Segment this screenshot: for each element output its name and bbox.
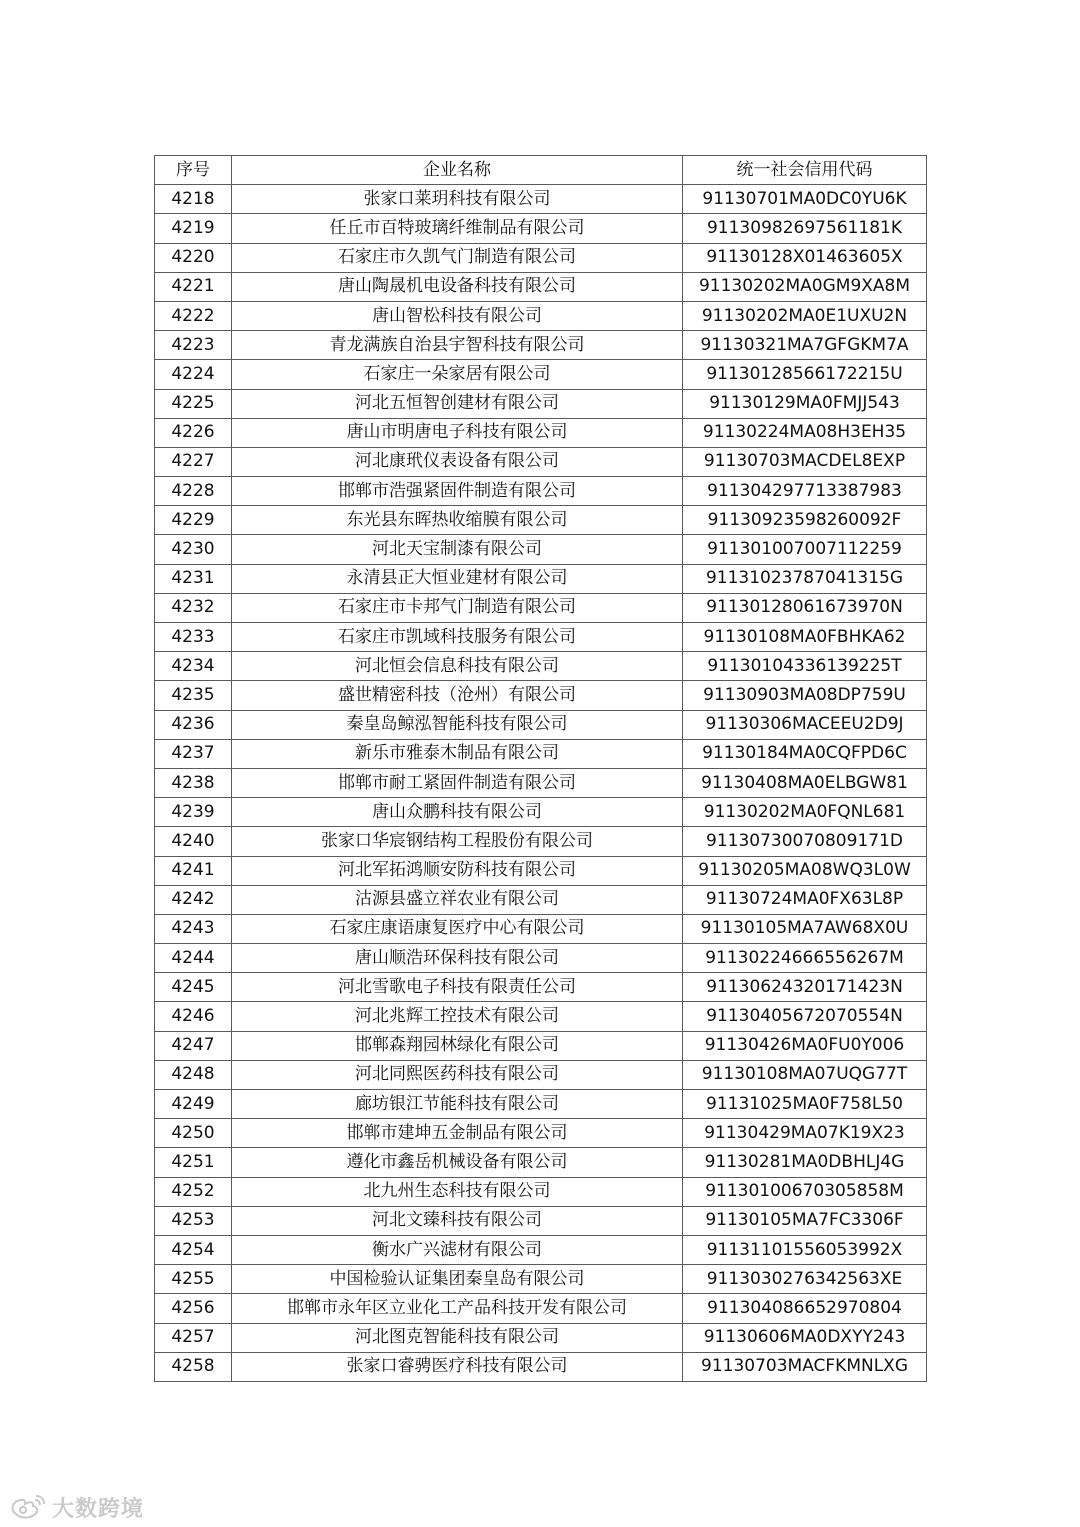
- cell-serial: 4220: [155, 243, 232, 272]
- cell-company-name: 衡水广兴滤材有限公司: [232, 1235, 683, 1264]
- cell-credit-code: 91131101556053992X: [683, 1235, 927, 1264]
- cell-serial: 4256: [155, 1294, 232, 1323]
- cell-company-name: 河北康玳仪表设备有限公司: [232, 447, 683, 476]
- cell-credit-code: 91131023787041315G: [683, 564, 927, 593]
- cell-serial: 4223: [155, 331, 232, 360]
- cell-serial: 4250: [155, 1119, 232, 1148]
- cell-company-name: 秦皇岛鲸泓智能科技有限公司: [232, 710, 683, 739]
- cell-company-name: 邯郸森翔园林绿化有限公司: [232, 1031, 683, 1060]
- cell-serial: 4238: [155, 768, 232, 797]
- cell-company-name: 河北雪歌电子科技有限责任公司: [232, 973, 683, 1002]
- cell-serial: 4230: [155, 535, 232, 564]
- weibo-logo-icon: [8, 1492, 48, 1522]
- cell-company-name: 邯郸市耐工紧固件制造有限公司: [232, 768, 683, 797]
- cell-serial: 4227: [155, 447, 232, 476]
- cell-credit-code: 9113030276342563XE: [683, 1265, 927, 1294]
- cell-serial: 4224: [155, 360, 232, 389]
- header-serial: 序号: [155, 156, 232, 185]
- header-credit-code: 统一社会信用代码: [683, 156, 927, 185]
- cell-credit-code: 91130408MA0ELBGW81: [683, 768, 927, 797]
- table-row: [155, 1177, 927, 1206]
- cell-serial: 4239: [155, 798, 232, 827]
- cell-company-name: 中国检验认证集团秦皇岛有限公司: [232, 1265, 683, 1294]
- table-row: [155, 1352, 927, 1381]
- cell-serial: 4218: [155, 185, 232, 214]
- cell-company-name: 唐山市明唐电子科技有限公司: [232, 418, 683, 447]
- header-company-name: 企业名称: [232, 156, 683, 185]
- table-row: [155, 1002, 927, 1031]
- table-header-row: [155, 156, 927, 185]
- cell-credit-code: 91130923598260092F: [683, 506, 927, 535]
- table-row: [155, 243, 927, 272]
- table-row: [155, 1323, 927, 1352]
- watermark: [8, 1490, 144, 1524]
- cell-serial: 4222: [155, 301, 232, 330]
- cell-credit-code: 91130108MA0FBHKA62: [683, 623, 927, 652]
- enterprise-table: [154, 155, 927, 1382]
- table-row: [155, 914, 927, 943]
- table-row: [155, 1119, 927, 1148]
- cell-credit-code: 91130128566172215U: [683, 360, 927, 389]
- cell-serial: 4245: [155, 973, 232, 1002]
- cell-company-name: 盛世精密科技（沧州）有限公司: [232, 681, 683, 710]
- table-row: [155, 506, 927, 535]
- cell-company-name: 河北恒会信息科技有限公司: [232, 652, 683, 681]
- cell-serial: 4233: [155, 623, 232, 652]
- cell-credit-code: 911304297713387983: [683, 477, 927, 506]
- cell-credit-code: 91130224666556267M: [683, 944, 927, 973]
- cell-serial: 4225: [155, 389, 232, 418]
- cell-serial: 4240: [155, 827, 232, 856]
- table-row: [155, 681, 927, 710]
- cell-company-name: 石家庄康语康复医疗中心有限公司: [232, 914, 683, 943]
- cell-serial: 4226: [155, 418, 232, 447]
- cell-company-name: 石家庄一朵家居有限公司: [232, 360, 683, 389]
- cell-credit-code: 91130202MA0E1UXU2N: [683, 301, 927, 330]
- cell-serial: 4234: [155, 652, 232, 681]
- table-row: [155, 185, 927, 214]
- cell-company-name: 北九州生态科技有限公司: [232, 1177, 683, 1206]
- cell-credit-code: 91130128X01463605X: [683, 243, 927, 272]
- cell-company-name: 唐山众鹏科技有限公司: [232, 798, 683, 827]
- cell-credit-code: 91130108MA07UQG77T: [683, 1060, 927, 1089]
- cell-credit-code: 91130624320171423N: [683, 973, 927, 1002]
- cell-credit-code: 91130306MACEEU2D9J: [683, 710, 927, 739]
- cell-company-name: 沽源县盛立祥农业有限公司: [232, 885, 683, 914]
- cell-company-name: 唐山陶晟机电设备科技有限公司: [232, 272, 683, 301]
- cell-company-name: 河北文臻科技有限公司: [232, 1206, 683, 1235]
- cell-company-name: 东光县东晖热收缩膜有限公司: [232, 506, 683, 535]
- table-row: [155, 768, 927, 797]
- cell-company-name: 廊坊银江节能科技有限公司: [232, 1090, 683, 1119]
- cell-credit-code: 91130281MA0DBHLJ4G: [683, 1148, 927, 1177]
- table-row: [155, 564, 927, 593]
- cell-credit-code: 91130321MA7GFGKM7A: [683, 331, 927, 360]
- cell-serial: 4229: [155, 506, 232, 535]
- cell-serial: 4257: [155, 1323, 232, 1352]
- cell-company-name: 石家庄市久凯气门制造有限公司: [232, 243, 683, 272]
- cell-company-name: 张家口莱玥科技有限公司: [232, 185, 683, 214]
- cell-credit-code: 91130205MA08WQ3L0W: [683, 856, 927, 885]
- table-row: [155, 623, 927, 652]
- table-row: [155, 1148, 927, 1177]
- cell-credit-code: 91130184MA0CQFPD6C: [683, 739, 927, 768]
- cell-credit-code: 91130903MA08DP759U: [683, 681, 927, 710]
- cell-credit-code: 91130105MA7FC3306F: [683, 1206, 927, 1235]
- table-row: [155, 1090, 927, 1119]
- table-row: [155, 856, 927, 885]
- table-row: [155, 798, 927, 827]
- table-row: [155, 272, 927, 301]
- cell-company-name: 河北五恒智创建材有限公司: [232, 389, 683, 418]
- cell-credit-code: 91130202MA0GM9XA8M: [683, 272, 927, 301]
- cell-credit-code: 91130105MA7AW68X0U: [683, 914, 927, 943]
- cell-credit-code: 91130224MA08H3EH35: [683, 418, 927, 447]
- table-row: [155, 360, 927, 389]
- cell-company-name: 河北同熙医药科技有限公司: [232, 1060, 683, 1089]
- table-row: [155, 418, 927, 447]
- cell-company-name: 唐山顺浩环保科技有限公司: [232, 944, 683, 973]
- cell-serial: 4242: [155, 885, 232, 914]
- table-row: [155, 1060, 927, 1089]
- cell-credit-code: 91130730070809171D: [683, 827, 927, 856]
- cell-serial: 4258: [155, 1352, 232, 1381]
- table-row: [155, 477, 927, 506]
- cell-serial: 4219: [155, 214, 232, 243]
- cell-company-name: 河北图克智能科技有限公司: [232, 1323, 683, 1352]
- cell-serial: 4231: [155, 564, 232, 593]
- cell-credit-code: 91130202MA0FQNL681: [683, 798, 927, 827]
- cell-company-name: 张家口华宸钢结构工程股份有限公司: [232, 827, 683, 856]
- table-row: [155, 214, 927, 243]
- table-row: [155, 535, 927, 564]
- cell-serial: 4236: [155, 710, 232, 739]
- enterprise-list: [154, 155, 926, 1382]
- cell-company-name: 河北兆辉工控技术有限公司: [232, 1002, 683, 1031]
- cell-serial: 4235: [155, 681, 232, 710]
- cell-serial: 4246: [155, 1002, 232, 1031]
- cell-serial: 4228: [155, 477, 232, 506]
- cell-credit-code: 911304086652970804: [683, 1294, 927, 1323]
- cell-serial: 4232: [155, 593, 232, 622]
- cell-serial: 4255: [155, 1265, 232, 1294]
- cell-credit-code: 91130606MA0DXYY243: [683, 1323, 927, 1352]
- cell-credit-code: 91130426MA0FU0Y006: [683, 1031, 927, 1060]
- cell-serial: 4252: [155, 1177, 232, 1206]
- cell-company-name: 永清县正大恒业建材有限公司: [232, 564, 683, 593]
- table-row: [155, 885, 927, 914]
- cell-credit-code: 91130429MA07K19X23: [683, 1119, 927, 1148]
- cell-serial: 4221: [155, 272, 232, 301]
- cell-company-name: 石家庄市凯域科技服务有限公司: [232, 623, 683, 652]
- cell-credit-code: 91131025MA0F758L50: [683, 1090, 927, 1119]
- cell-company-name: 新乐市雅泰木制品有限公司: [232, 739, 683, 768]
- cell-company-name: 青龙满族自治县宇智科技有限公司: [232, 331, 683, 360]
- table-row: [155, 331, 927, 360]
- table-row: [155, 593, 927, 622]
- table-row: [155, 944, 927, 973]
- table-row: [155, 1206, 927, 1235]
- cell-credit-code: 91130724MA0FX63L8P: [683, 885, 927, 914]
- cell-credit-code: 911301007007112259: [683, 535, 927, 564]
- cell-serial: 4247: [155, 1031, 232, 1060]
- table-row: [155, 1031, 927, 1060]
- cell-company-name: 邯郸市永年区立业化工产品科技开发有限公司: [232, 1294, 683, 1323]
- cell-company-name: 遵化市鑫岳机械设备有限公司: [232, 1148, 683, 1177]
- cell-serial: 4253: [155, 1206, 232, 1235]
- cell-company-name: 邯郸市建坤五金制品有限公司: [232, 1119, 683, 1148]
- cell-serial: 4243: [155, 914, 232, 943]
- cell-company-name: 石家庄市卡邦气门制造有限公司: [232, 593, 683, 622]
- cell-serial: 4254: [155, 1235, 232, 1264]
- cell-company-name: 唐山智松科技有限公司: [232, 301, 683, 330]
- table-row: [155, 1235, 927, 1264]
- cell-company-name: 邯郸市浩强紧固件制造有限公司: [232, 477, 683, 506]
- cell-company-name: 河北天宝制漆有限公司: [232, 535, 683, 564]
- cell-credit-code: 91130703MACDEL8EXP: [683, 447, 927, 476]
- table-row: [155, 739, 927, 768]
- table-row: [155, 447, 927, 476]
- cell-serial: 4249: [155, 1090, 232, 1119]
- watermark-text: 大数跨境: [52, 1496, 145, 1522]
- cell-credit-code: 91130100670305858M: [683, 1177, 927, 1206]
- cell-company-name: 张家口睿骋医疗科技有限公司: [232, 1352, 683, 1381]
- table-row: [155, 301, 927, 330]
- cell-credit-code: 91130405672070554N: [683, 1002, 927, 1031]
- table-row: [155, 1294, 927, 1323]
- table-row: [155, 1265, 927, 1294]
- cell-serial: 4241: [155, 856, 232, 885]
- cell-credit-code: 91130104336139225T: [683, 652, 927, 681]
- cell-credit-code: 91130701MA0DC0YU6K: [683, 185, 927, 214]
- table-row: [155, 827, 927, 856]
- cell-serial: 4248: [155, 1060, 232, 1089]
- cell-company-name: 河北军拓鸿顺安防科技有限公司: [232, 856, 683, 885]
- cell-serial: 4237: [155, 739, 232, 768]
- cell-credit-code: 91130128061673970N: [683, 593, 927, 622]
- cell-credit-code: 9113098269756​1181K: [683, 214, 927, 243]
- cell-serial: 4244: [155, 944, 232, 973]
- cell-credit-code: 91130703MACFKMNLXG: [683, 1352, 927, 1381]
- table-row: [155, 389, 927, 418]
- cell-serial: 4251: [155, 1148, 232, 1177]
- cell-credit-code: 91130129MA0FMJJ543: [683, 389, 927, 418]
- table-row: [155, 652, 927, 681]
- cell-company-name: 任丘市百特玻璃纤维制品有限公司: [232, 214, 683, 243]
- table-row: [155, 973, 927, 1002]
- table-row: [155, 710, 927, 739]
